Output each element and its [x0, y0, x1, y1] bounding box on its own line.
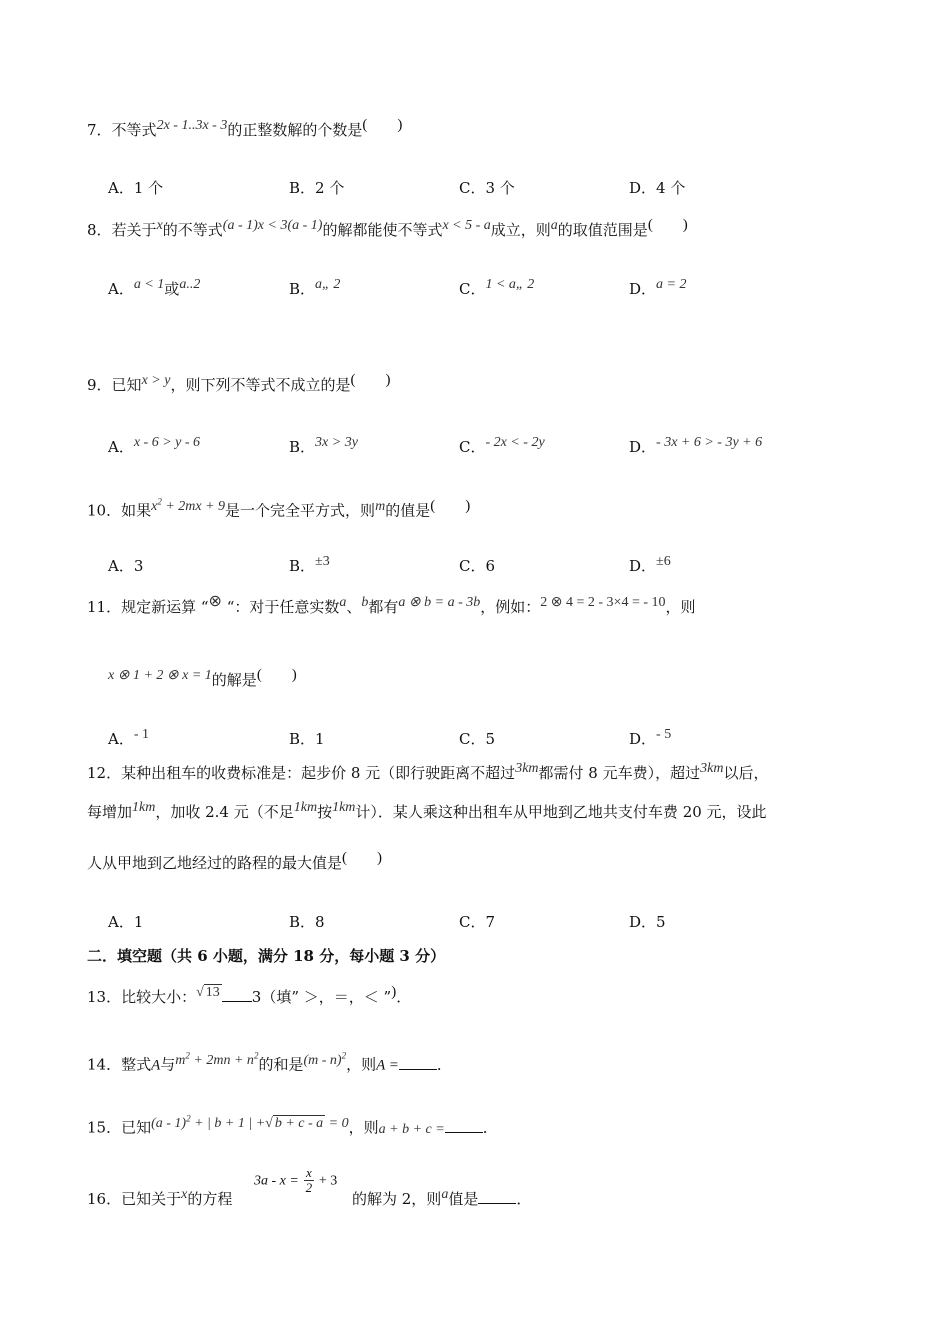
q12-option-b: B．8	[289, 913, 325, 931]
q10-option-d: D．±6	[629, 554, 671, 575]
q11-option-a: A．- 1	[108, 727, 150, 748]
answer-blank[interactable]	[399, 1055, 437, 1070]
q9-option-b: B．3x > 3y	[289, 435, 358, 456]
q12-option-a: A．1	[108, 913, 144, 931]
q11-option-c: C．5	[459, 730, 496, 748]
answer-blank[interactable]	[222, 987, 252, 1002]
answer-blank[interactable]	[478, 1189, 516, 1204]
question-14: 14．整式A与$m^2 + 2mn + n^2$的和是(m - n)$^2$，则A = ．	[87, 1050, 452, 1074]
question-9: 9．已知x > y，则下列不等式不成立的是( )	[87, 372, 391, 394]
math-expression: $m^2 + 2mn + n^2$	[175, 1050, 259, 1068]
question-number: 11．	[87, 598, 122, 616]
question-12-line-2: 每增加1km，加收 2.4 元（不足1km按1km计）．某人乘这种出租车从甲地到乙地共支付车费 20 元，设此	[87, 800, 767, 821]
q8-option-a: A．a < 1或a..2	[108, 277, 201, 298]
question-15: 15．已知(a - 1)$^2$ + | b + 1 | +√ b + c - a = 0，则a + b + c = ．	[87, 1113, 498, 1137]
q9-option-c: C．- 2x < - 2y	[459, 435, 545, 456]
question-11: 11．规定新运算 “⊗ “：对于任意实数a、b都有a ⊗ b = a - 3b，例如：2 ⊗ 4 = 2 - 3×4 = - 10，则	[87, 593, 696, 616]
q11-option-d: D．- 5	[629, 727, 672, 748]
q9-option-a: A．x - 6 > y - 6	[108, 435, 201, 456]
q7-option-a: A．1 个	[108, 179, 164, 197]
question-number: 12．	[87, 764, 122, 782]
q10-option-c: C．6	[459, 557, 496, 575]
answer-paren: ( )	[647, 217, 688, 233]
q9-option-d: D．- 3x + 6 > - 3y + 6	[629, 435, 763, 456]
otimes-symbol: ⊗	[208, 593, 222, 610]
question-11-line-2: x ⊗ 1 + 2 ⊗ x = 1的解是( )	[108, 667, 297, 689]
answer-blank[interactable]	[445, 1118, 483, 1133]
question-7: 7．不等式2x - 1..3x - 3的正整数解的个数是( )	[87, 117, 403, 139]
q10-option-b: B．±3	[289, 554, 330, 575]
fraction: $\frac{x}{2}$	[305, 1165, 313, 1195]
question-10: 10．如果$x^2 + 2mx + 9$是一个完全平方式，则m的值是( )	[87, 496, 471, 520]
question-number: 14．	[87, 1055, 122, 1074]
answer-paren: ( )	[256, 667, 297, 683]
q12-option-c: C．7	[459, 913, 496, 931]
question-number: 9．	[87, 376, 112, 394]
question-12: 12．某种出租车的收费标准是：起步价 8 元（即行驶距离不超过3km都需付 8 元车费），超过3km以后，	[87, 761, 769, 782]
question-number: 16．	[87, 1190, 122, 1208]
math-expression: $x^2 + 2mx + 9$	[151, 496, 226, 514]
section-heading: 二．填空题（共 6 小题，满分 18 分，每小题 3 分）	[87, 947, 446, 965]
math-expression: (a - 1)$^2$ + | b + 1 | +√ b + c - a = 0	[151, 1113, 349, 1131]
question-16-tail: 的解为 2，则a值是 ．	[352, 1187, 532, 1208]
question-12-line-3: 人从甲地到乙地经过的路程的最大值是( )	[87, 850, 383, 872]
question-number: 7．	[87, 121, 112, 139]
question-number: 13．	[87, 988, 122, 1006]
question-number: 8．	[87, 221, 112, 239]
q8-option-c: C．1 < a„ 2	[459, 277, 535, 298]
q10-option-a: A．3	[108, 557, 144, 575]
question-number: 10．	[87, 501, 122, 520]
question-8: 8．若关于x的不等式(a - 1)x < 3(a - 1)的解都能使不等式x < 5 - a成立，则a的取值范围是( )	[87, 217, 688, 239]
q7-option-d: D．4 个	[629, 179, 686, 197]
answer-paren: ( )	[430, 497, 471, 514]
q16-equation: 3a - x = $\frac{x}{2}$ + 3	[254, 1165, 338, 1195]
math-expression: 2x - 1..3x - 3	[156, 118, 228, 133]
question-13: 13．比较大小：√ 13 3（填” ＞，＝，＜ ”)．	[87, 984, 412, 1006]
answer-paren: ( )	[342, 850, 383, 866]
q8-option-d: D．a = 2	[629, 277, 687, 298]
question-16: 16．已知关于x的方程	[87, 1187, 233, 1208]
q7-option-c: C．3 个	[459, 179, 515, 197]
question-number: 15．	[87, 1118, 122, 1137]
answer-paren: ( )	[362, 117, 403, 133]
q12-option-d: D．5	[629, 913, 666, 931]
math-expression: (a - 1)x < 3(a - 1)	[222, 218, 323, 233]
q8-option-b: B．a„ 2	[289, 277, 341, 298]
q7-option-b: B．2 个	[289, 179, 345, 197]
q11-option-b: B．1	[289, 730, 325, 748]
sqrt-expression: √ 13	[196, 985, 220, 1000]
math-expression: x ⊗ 1 + 2 ⊗ x = 1	[108, 668, 212, 683]
answer-paren: ( )	[350, 372, 391, 388]
